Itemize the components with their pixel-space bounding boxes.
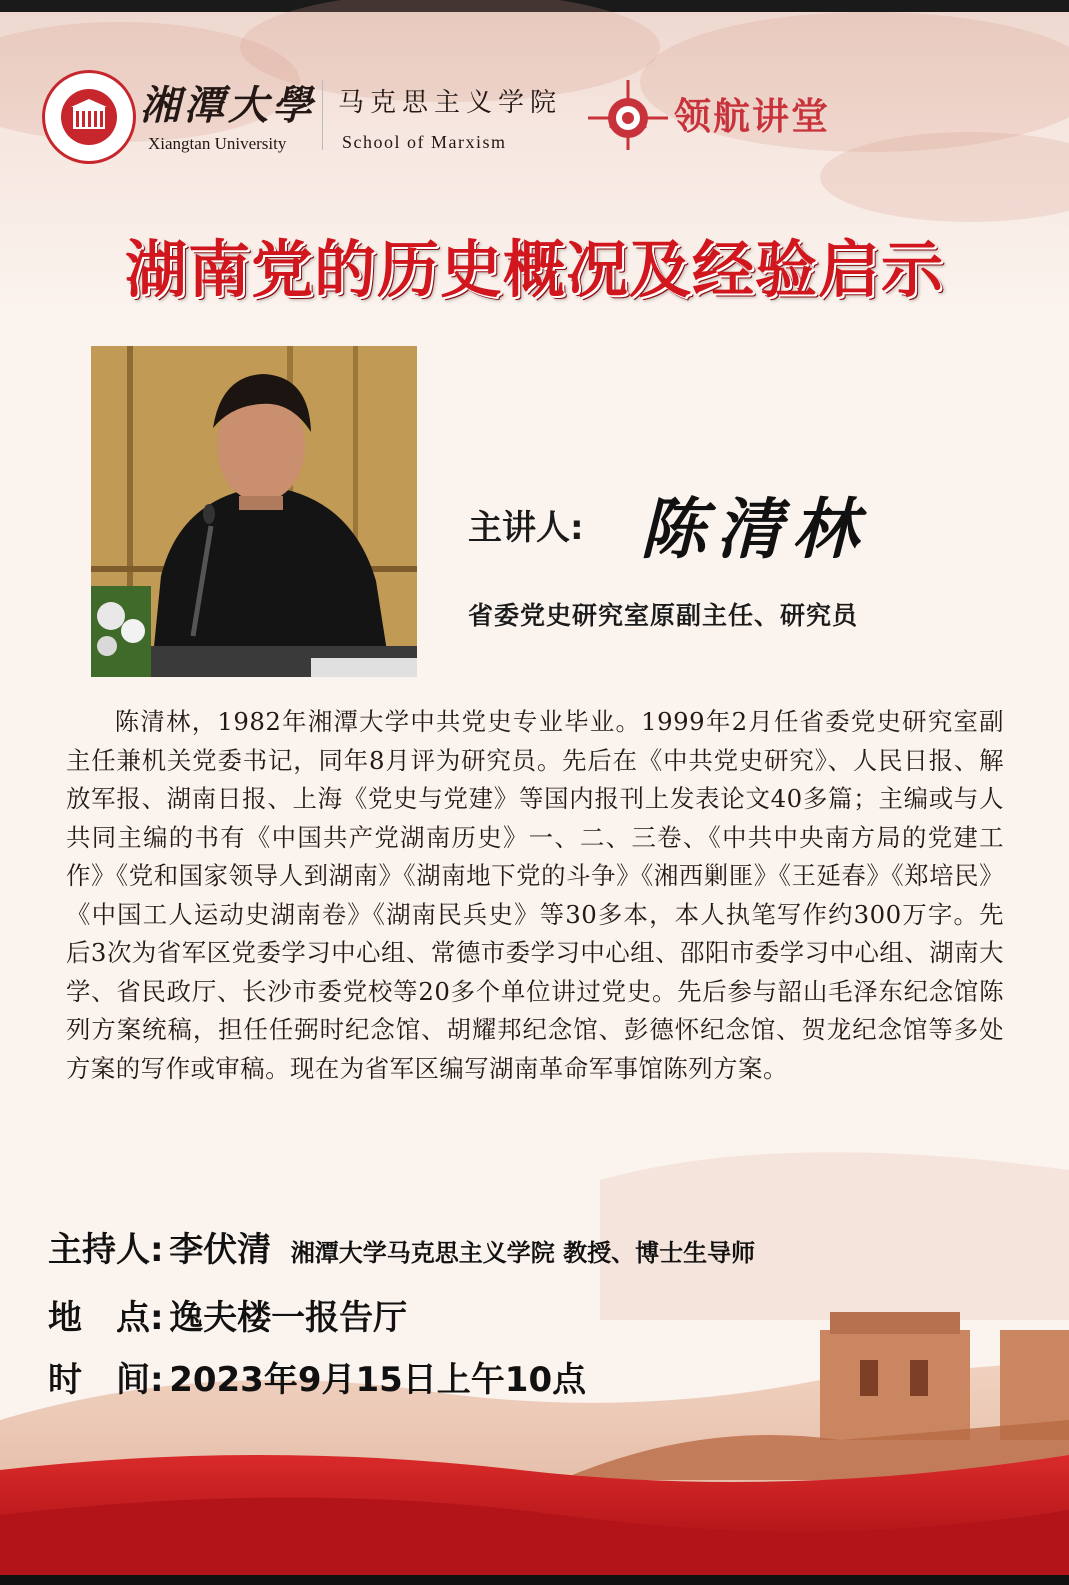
host-label: 主持人: — [48, 1230, 164, 1270]
time-value: 2023年9月15日上午10点 — [169, 1360, 587, 1400]
poster-header — [40, 68, 1040, 168]
school-name-cn: 马克思主义学院 — [338, 88, 563, 118]
bottom-border — [0, 1575, 1069, 1585]
university-name-en: Xiangtan University — [148, 134, 287, 153]
speaker-biography: 陈清林，1982年湘潭大学中共党史专业毕业。1999年2月任省委党史研究室副主任兼机关党委书记，同年8月评为研究员。先后在《中共党史研究》、人民日报、解放军报、湖南日报、上海《党史与党建》等国内报刊上发表论文40多篇；主编或与人共同主编的书有《中国共产党湖南历史》一、二、三卷、《中共中央南方局的党建工作》《党和国家领导人到湖南》《湖南地下党的斗争》《湘西剿匪》《王延春》《郑培民》《中国工人运动史湖南卷》《湖南民兵史》等30多本，本人执笔写作约300万字。先后3次为省军区党委学习中心组、常德市委学习中心组、邵阳市委学习中心组、湖南大学、省民政厅、长沙市委党校等20多个单位讲过党史。先后参与韶山毛泽东纪念馆陈列方案统稿，担任任弼时纪念馆、胡耀邦纪念馆、彭德怀纪念馆、贺龙纪念馆等多处方案的写作或审稿。现在为省军区编写湖南革命军事馆陈列方案。 — [66, 707, 1004, 1083]
host-name: 李伏清 — [169, 1230, 272, 1270]
time-label: 时 间: — [48, 1360, 164, 1400]
host-title: 湘潭大学马克思主义学院 教授、博士生导师 — [290, 1239, 756, 1267]
school-name-en: School of Marxism — [342, 132, 507, 152]
venue-value: 逸夫楼一报告厅 — [169, 1298, 408, 1338]
host-row — [48, 1222, 755, 1271]
ship-wheel-icon — [588, 80, 668, 150]
venue-label: 地 点: — [48, 1298, 164, 1338]
speaker-photo-graphic — [91, 346, 417, 677]
seal-graphic — [45, 73, 133, 161]
university-seal-icon — [42, 70, 136, 164]
university-name-cn: 湘潭大學 — [140, 82, 316, 129]
speaker-photo — [91, 346, 417, 677]
time-row — [48, 1352, 586, 1401]
lecture-series-name: 领航讲堂 — [674, 95, 830, 138]
speaker-label: 主讲人: — [468, 508, 584, 548]
lecture-title: 湖南党的历史概况及经验启示 — [124, 233, 944, 306]
header-divider — [322, 80, 323, 150]
speaker-position: 省委党史研究室原副主任、研究员 — [468, 601, 859, 630]
venue-row — [48, 1290, 407, 1339]
speaker-name: 陈清林 — [640, 490, 868, 568]
